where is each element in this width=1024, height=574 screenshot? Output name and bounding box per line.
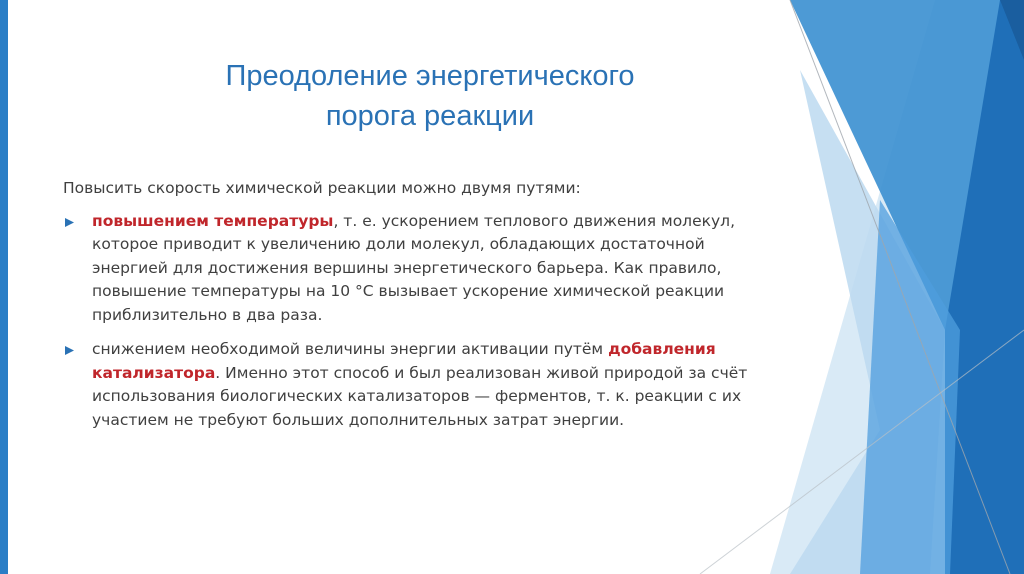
slide-body xyxy=(63,177,783,443)
intro-text: Повысить скорость химической реакции можно двумя путями: xyxy=(63,179,581,197)
bullet-text-catalyst-after: . Именно этот способ и был реализован живой природой за счёт использования биологических катализаторов — ферментов, т. к. реакции с их участием не требуют больших дополнительных затрат энергии. xyxy=(92,363,748,429)
right-triangle-arrow-icon xyxy=(65,218,74,227)
highlight-catalyst: добавления катализатора xyxy=(92,340,716,382)
title-line-2: порога реакции xyxy=(325,100,535,132)
bullet-text-temperature: , т. е. ускорением теплового движения молекул, которое приводит к увеличению доли молекул, обладающих достаточной энергией для достижения вершины энергетического барьера. Как правило, повышение температуры на 10 °С вызывает ускорение химической реакции приблизительно в два раза. xyxy=(92,211,735,324)
title-line-1: Преодоление энергетического xyxy=(225,60,635,92)
page-title xyxy=(150,56,710,136)
bullet-text-catalyst-before: снижением необходимой величины энергии активации путём xyxy=(92,340,609,358)
left-stripe xyxy=(0,0,8,574)
bullet-item-catalyst xyxy=(63,338,783,432)
bullet-item-temperature xyxy=(63,210,783,328)
highlight-temperature: повышением температуры xyxy=(92,211,334,230)
right-triangle-arrow-icon xyxy=(65,346,74,355)
